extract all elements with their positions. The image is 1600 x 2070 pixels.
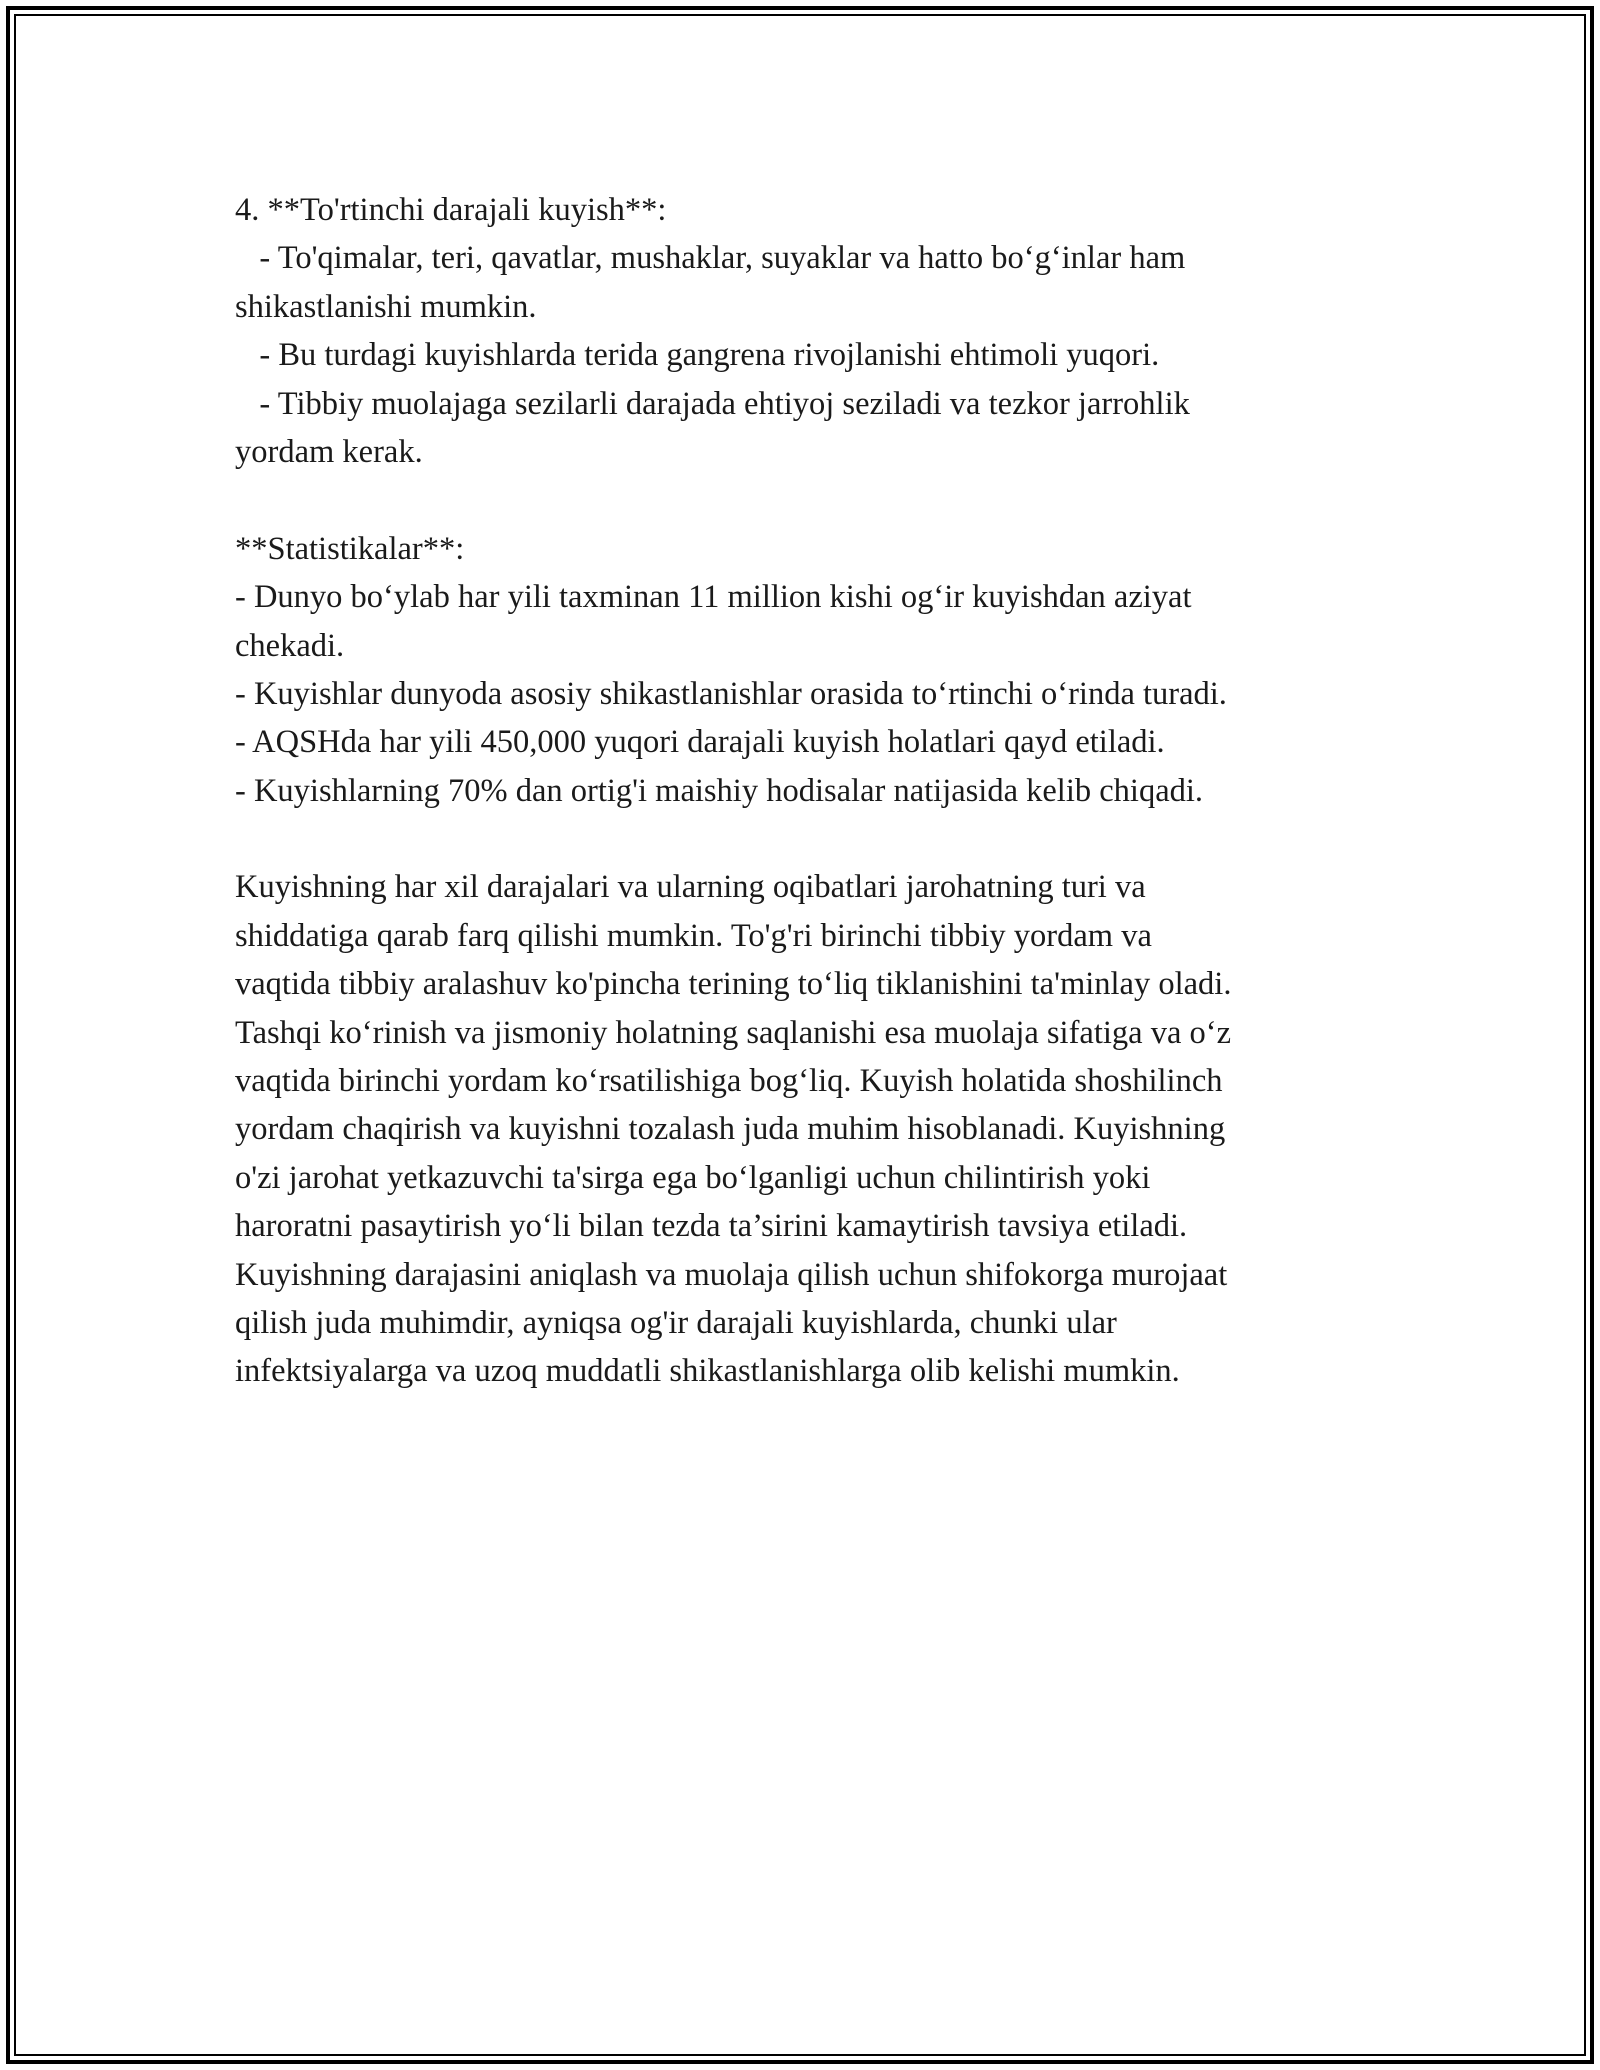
paragraph-line: Kuyishning har xil darajalari va ularning oqibatlari jarohatning turi va bbox=[235, 869, 1146, 906]
bullet-line: shikastlanishi mumkin. bbox=[235, 288, 537, 325]
conclusion-paragraph bbox=[235, 863, 1415, 1395]
paragraph-line: haroratni pasaytirish yo‘li bilan tezda ta’sirini kamaytirish tavsiya etiladi. bbox=[235, 1208, 1188, 1245]
paragraph-line: infektsiyalarga va uzoq muddatli shikastlanishlarga olib kelishi mumkin. bbox=[235, 1353, 1180, 1390]
bullet-line: - Tibbiy muolajaga sezilarli darajada ehtiyoj seziladi va tezkor jarrohlik bbox=[235, 385, 1190, 422]
list-item: chekadi. bbox=[235, 627, 345, 664]
paragraph-line: Tashqi ko‘rinish va jismoniy holatning saqlanishi esa muolaja sifatiga va o‘z bbox=[235, 1014, 1231, 1051]
list-item: - AQSHda har yili 450,000 yuqori darajali kuyish holatlari qayd etiladi. bbox=[235, 724, 1165, 761]
bullet-line: yordam kerak. bbox=[235, 433, 423, 470]
paragraph-line: yordam chaqirish va kuyishni tozalash juda muhim hisoblanadi. Kuyishning bbox=[235, 1111, 1226, 1148]
section-fourth-degree bbox=[235, 186, 1415, 476]
section-heading: **Statistikalar**: bbox=[235, 530, 465, 567]
list-item: - Kuyishlar dunyoda asosiy shikastlanishlar orasida to‘rtinchi o‘rinda turadi. bbox=[235, 675, 1227, 712]
bullet-line: - To'qimalar, teri, qavatlar, mushaklar, suyaklar va hatto bo‘g‘inlar ham bbox=[235, 240, 1186, 277]
list-item: - Dunyo bo‘ylab har yili taxminan 11 million kishi og‘ir kuyishdan aziyat bbox=[235, 579, 1192, 616]
paragraph-line: qilish juda muhimdir, ayniqsa og'ir darajali kuyishlarda, chunki ular bbox=[235, 1304, 1117, 1341]
list-item: - Kuyishlarning 70% dan ortig'i maishiy hodisalar natijasida kelib chiqadi. bbox=[235, 772, 1204, 809]
section-statistics bbox=[235, 525, 1415, 815]
section-heading: 4. **To'rtinchi darajali kuyish**: bbox=[235, 192, 667, 228]
paragraph-line: vaqtida birinchi yordam ko‘rsatilishiga bog‘liq. Kuyish holatida shoshilinch bbox=[235, 1063, 1223, 1100]
paragraph-line: o'zi jarohat yetkazuvchi ta'sirga ega bo‘lganligi uchun chilintirish yoki bbox=[235, 1159, 1151, 1196]
paragraph-line: shiddatiga qarab farq qilishi mumkin. To'g'ri birinchi tibbiy yordam va bbox=[235, 917, 1152, 954]
paragraph-line: vaqtida tibbiy aralashuv ko'pincha terining to‘liq tiklanishini ta'minlay oladi. bbox=[235, 966, 1232, 1003]
paragraph-line: Kuyishning darajasini aniqlash va muolaja qilish uchun shifokorga murojaat bbox=[235, 1256, 1228, 1293]
document-body bbox=[235, 186, 1415, 1396]
bullet-line: - Bu turdagi kuyishlarda terida gangrena rivojlanishi ehtimoli yuqori. bbox=[235, 337, 1160, 374]
paragraph-spacer bbox=[235, 815, 1415, 863]
paragraph-spacer bbox=[235, 476, 1415, 524]
